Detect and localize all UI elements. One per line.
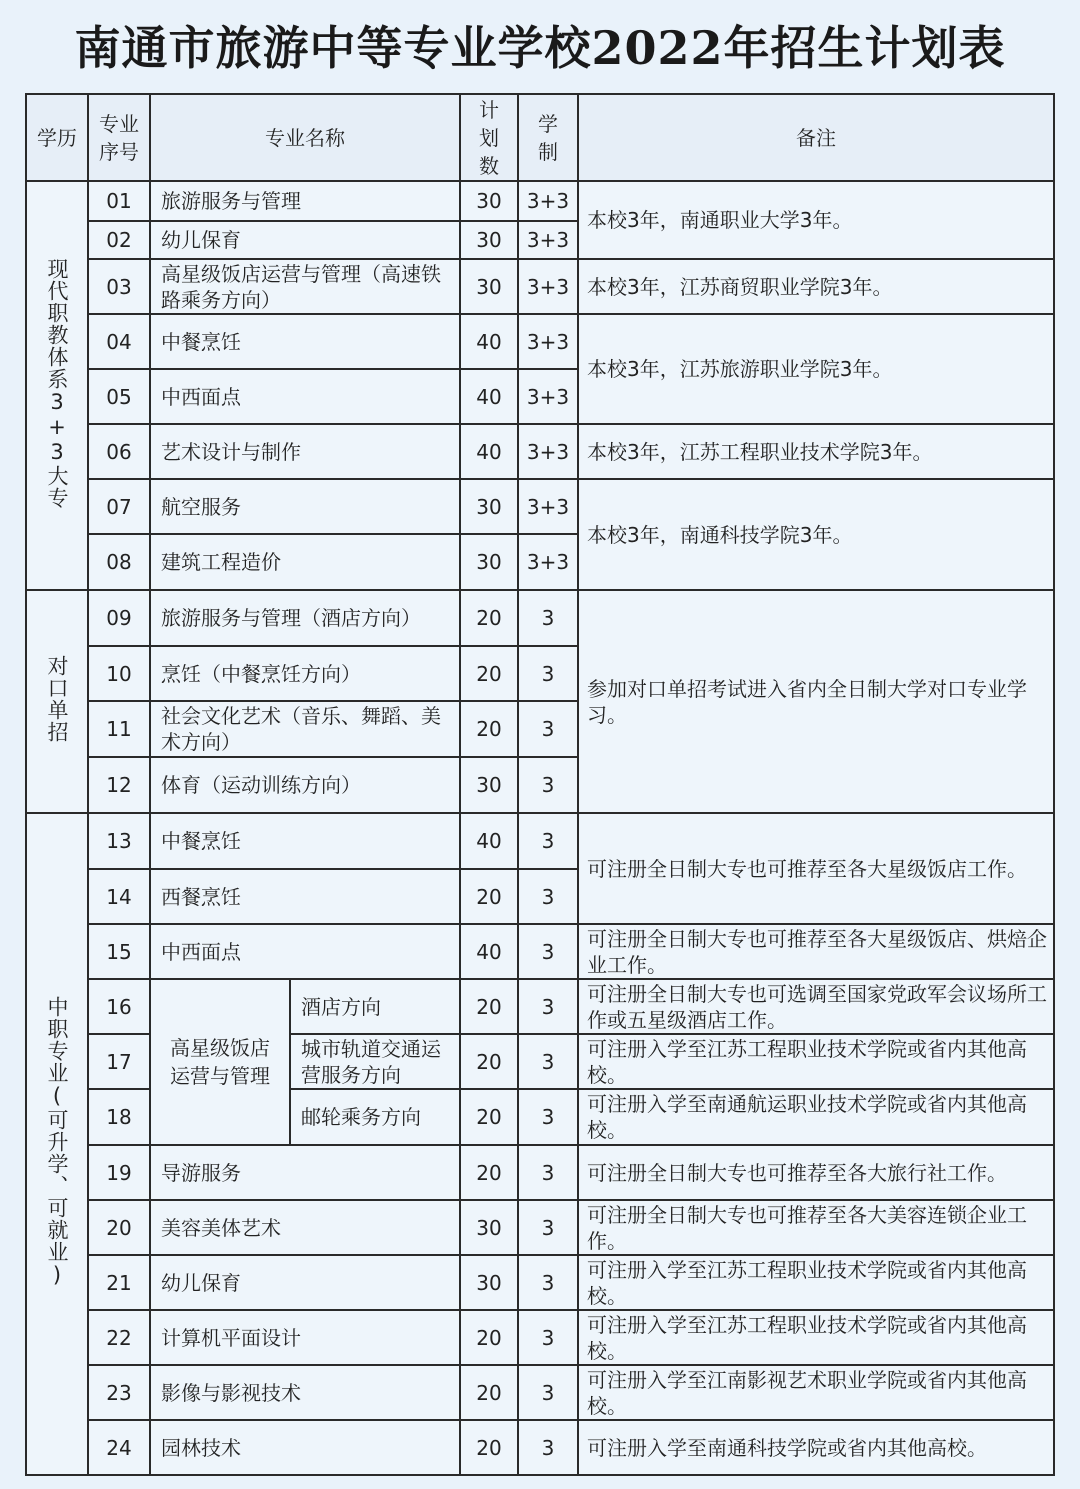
row-note: 参加对口单招考试进入省内全日制大学对口专业学习。 (578, 590, 1054, 813)
row-major: 旅游服务与管理 (150, 181, 460, 221)
row-note: 本校3年，南通科技学院3年。 (578, 479, 1054, 590)
row-years: 3 (518, 1365, 578, 1420)
row-years: 3 (518, 1145, 578, 1200)
row-plan: 40 (460, 924, 518, 979)
header-note: 备注 (578, 94, 1054, 181)
row-no: 14 (88, 869, 150, 924)
row-major: 园林技术 (150, 1420, 460, 1475)
row-plan: 30 (460, 534, 518, 590)
row-note: 可注册入学至江苏工程职业技术学院或省内其他高校。 (578, 1034, 1054, 1089)
row-no: 09 (88, 590, 150, 646)
table-row (26, 181, 1054, 221)
row-plan: 40 (460, 314, 518, 369)
row-years: 3 (518, 979, 578, 1034)
section-label-2 (26, 590, 88, 813)
row-plan: 40 (460, 424, 518, 479)
row-no: 11 (88, 701, 150, 757)
row-note: 可注册全日制大专也可选调至国家党政军会议场所工作或五星级酒店工作。 (578, 979, 1054, 1034)
table-row (26, 259, 1054, 314)
row-plan: 30 (460, 181, 518, 221)
row-years: 3 (518, 590, 578, 646)
header-seq-line1: 专业 (99, 111, 139, 136)
row-no: 18 (88, 1089, 150, 1145)
row-note: 可注册全日制大专也可推荐至各大星级饭店工作。 (578, 813, 1054, 924)
row-plan: 20 (460, 1034, 518, 1089)
row-major: 中西面点 (150, 369, 460, 424)
row-major: 计算机平面设计 (150, 1310, 460, 1365)
row-no: 23 (88, 1365, 150, 1420)
row-years: 3 (518, 1034, 578, 1089)
row-years: 3 (518, 701, 578, 757)
table-row (26, 1200, 1054, 1255)
table-row (26, 1420, 1054, 1475)
row-plan: 20 (460, 590, 518, 646)
row-no: 19 (88, 1145, 150, 1200)
header-seq (88, 94, 150, 181)
row-major: 影像与影视技术 (150, 1365, 460, 1420)
row-major: 航空服务 (150, 479, 460, 534)
row-years: 3+3 (518, 479, 578, 534)
row-note: 可注册全日制大专也可推荐至各大旅行社工作。 (578, 1145, 1054, 1200)
row-plan: 30 (460, 479, 518, 534)
row-plan: 30 (460, 1255, 518, 1310)
section-label-1 (26, 181, 88, 590)
row-major: 酒店方向 (290, 979, 460, 1034)
row-major: 邮轮乘务方向 (290, 1089, 460, 1145)
row-no: 16 (88, 979, 150, 1034)
row-major: 体育（运动训练方向） (150, 757, 460, 813)
row-plan: 20 (460, 869, 518, 924)
row-no: 10 (88, 646, 150, 701)
table-row (26, 424, 1054, 479)
row-plan: 30 (460, 259, 518, 314)
row-note: 可注册全日制大专也可推荐至各大美容连锁企业工作。 (578, 1200, 1054, 1255)
row-major: 中餐烹饪 (150, 813, 460, 869)
header-years (518, 94, 578, 181)
row-note: 可注册入学至江苏工程职业技术学院或省内其他高校。 (578, 1255, 1054, 1310)
header-plan (460, 94, 518, 181)
table-row (26, 314, 1054, 369)
row-major: 西餐烹饪 (150, 869, 460, 924)
row-note: 可注册全日制大专也可推荐至各大星级饭店、烘焙企业工作。 (578, 924, 1054, 979)
row-years: 3 (518, 813, 578, 869)
header-major: 专业名称 (150, 94, 460, 181)
row-note: 可注册入学至南通科技学院或省内其他高校。 (578, 1420, 1054, 1475)
row-major: 高星级饭店运营与管理（高速铁路乘务方向） (150, 259, 460, 314)
row-note: 本校3年，江苏旅游职业学院3年。 (578, 314, 1054, 424)
section-text-2: 对口单招 (45, 655, 69, 743)
row-years: 3 (518, 924, 578, 979)
row-note: 可注册入学至南通航运职业技术学院或省内其他高校。 (578, 1089, 1054, 1145)
row-no: 21 (88, 1255, 150, 1310)
row-no: 22 (88, 1310, 150, 1365)
row-major: 艺术设计与制作 (150, 424, 460, 479)
row-no: 05 (88, 369, 150, 424)
header-row (26, 94, 1054, 181)
row-major: 导游服务 (150, 1145, 460, 1200)
row-note: 本校3年，江苏商贸职业学院3年。 (578, 259, 1054, 314)
row-years: 3+3 (518, 314, 578, 369)
row-no: 17 (88, 1034, 150, 1089)
row-no: 06 (88, 424, 150, 479)
row-years: 3 (518, 1310, 578, 1365)
row-years: 3 (518, 646, 578, 701)
table-row (26, 1310, 1054, 1365)
row-no: 02 (88, 221, 150, 259)
row-no: 13 (88, 813, 150, 869)
row-plan: 30 (460, 757, 518, 813)
row-plan: 20 (460, 1365, 518, 1420)
row-no: 01 (88, 181, 150, 221)
section-label-3 (26, 813, 88, 1475)
row-years: 3+3 (518, 369, 578, 424)
header-years-text: 学制 (538, 111, 558, 164)
row-major: 美容美体艺术 (150, 1200, 460, 1255)
row-major: 社会文化艺术（音乐、舞蹈、美术方向） (150, 701, 460, 757)
row-plan: 20 (460, 646, 518, 701)
table-row (26, 479, 1054, 534)
row-no: 20 (88, 1200, 150, 1255)
row-no: 15 (88, 924, 150, 979)
row-major: 中西面点 (150, 924, 460, 979)
row-plan: 20 (460, 1145, 518, 1200)
row-plan: 20 (460, 979, 518, 1034)
row-no: 24 (88, 1420, 150, 1475)
group-label-hotel-management (150, 979, 290, 1145)
row-plan: 20 (460, 1089, 518, 1145)
row-no: 12 (88, 757, 150, 813)
row-years: 3 (518, 1420, 578, 1475)
row-years: 3+3 (518, 259, 578, 314)
table-row (26, 590, 1054, 646)
row-major: 旅游服务与管理（酒店方向） (150, 590, 460, 646)
row-no: 03 (88, 259, 150, 314)
row-years: 3+3 (518, 534, 578, 590)
table-row (26, 1255, 1054, 1310)
section-text-1: 现代职教体系3+3大专 (45, 257, 69, 509)
row-note: 可注册入学至江苏工程职业技术学院或省内其他高校。 (578, 1310, 1054, 1365)
enrollment-plan-table (25, 93, 1055, 1476)
table-row (26, 1365, 1054, 1420)
header-level: 学历 (26, 94, 88, 181)
row-no: 04 (88, 314, 150, 369)
row-years: 3 (518, 1255, 578, 1310)
row-plan: 40 (460, 369, 518, 424)
row-years: 3 (518, 757, 578, 813)
row-years: 3+3 (518, 221, 578, 259)
row-years: 3 (518, 1200, 578, 1255)
row-plan: 20 (460, 701, 518, 757)
row-note: 本校3年，南通职业大学3年。 (578, 181, 1054, 259)
row-note: 本校3年，江苏工程职业技术学院3年。 (578, 424, 1054, 479)
row-plan: 30 (460, 221, 518, 259)
row-note: 可注册入学至江南影视艺术职业学院或省内其他高校。 (578, 1365, 1054, 1420)
row-years: 3 (518, 1089, 578, 1145)
row-years: 3 (518, 869, 578, 924)
row-plan: 40 (460, 813, 518, 869)
table-row (26, 979, 1054, 1034)
row-no: 07 (88, 479, 150, 534)
row-plan: 20 (460, 1310, 518, 1365)
row-no: 08 (88, 534, 150, 590)
row-major: 烹饪（中餐烹饪方向） (150, 646, 460, 701)
row-years: 3+3 (518, 424, 578, 479)
row-major: 幼儿保育 (150, 221, 460, 259)
row-plan: 30 (460, 1200, 518, 1255)
group-label-line1: 高星级饭店 (170, 1036, 270, 1060)
row-major: 中餐烹饪 (150, 314, 460, 369)
header-plan-text: 计划数 (479, 97, 499, 178)
row-years: 3+3 (518, 181, 578, 221)
row-major: 建筑工程造价 (150, 534, 460, 590)
table-row (26, 924, 1054, 979)
group-label-line2: 运营与管理 (170, 1064, 270, 1088)
section-text-3: 中职专业(可升学、可就业) (45, 995, 69, 1288)
row-major: 幼儿保育 (150, 1255, 460, 1310)
header-seq-line2: 序号 (99, 139, 139, 164)
row-plan: 20 (460, 1420, 518, 1475)
page-title: 南通市旅游中等专业学校2022年招生计划表 (74, 21, 1006, 75)
table-row (26, 1145, 1054, 1200)
row-major: 城市轨道交通运营服务方向 (290, 1034, 460, 1089)
table-row (26, 813, 1054, 869)
